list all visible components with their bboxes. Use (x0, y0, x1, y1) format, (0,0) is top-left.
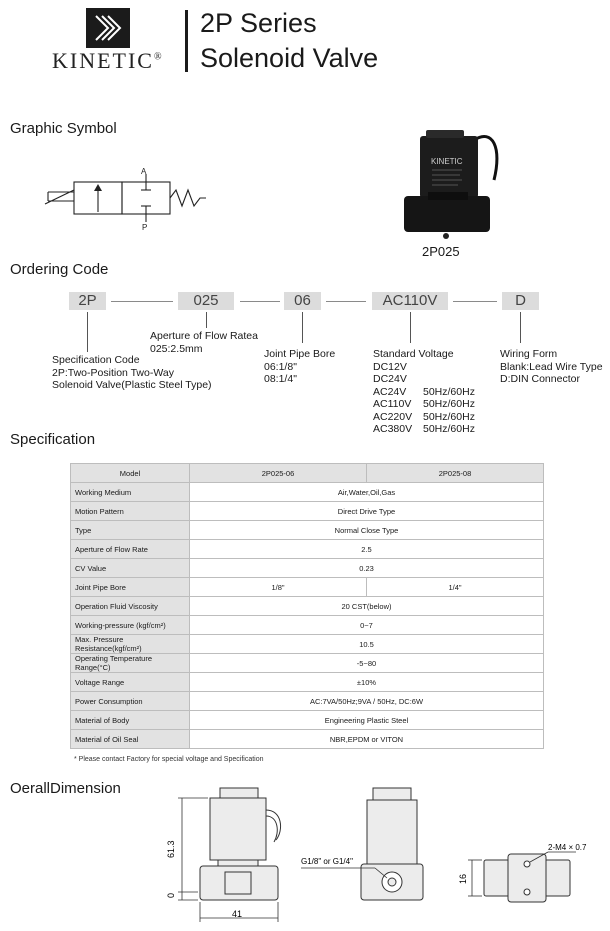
dim-holes-label: 2-M4 × 0.7 (548, 843, 587, 852)
table-row (71, 597, 544, 616)
row-label: Joint Pipe Bore (71, 578, 190, 597)
aperture-description: Aperture of Flow Ratea 025:2.5mm (150, 330, 258, 355)
page-title-line1: 2P Series (200, 8, 317, 38)
dim-height-label: 61.3 (166, 840, 176, 858)
dim-width-label: 41 (232, 909, 243, 919)
row-label: Voltage Range (71, 673, 190, 692)
code-separator (111, 301, 173, 302)
table-row (71, 483, 544, 502)
code-box-series: 2P (69, 292, 106, 310)
row-value: AC:7VA/50Hz;9VA / 50Hz, DC:6W (190, 692, 544, 711)
code-leader-line (302, 312, 303, 343)
row-label: Operation Fluid Viscosity (71, 597, 190, 616)
row-value: 20 CST(below) (190, 597, 544, 616)
row-label: Aperture of Flow Rate (71, 540, 190, 559)
table-row (71, 559, 544, 578)
product-model-label: 2P025 (422, 244, 460, 259)
port-p-label: P (142, 223, 148, 230)
specification-table (70, 463, 544, 749)
code-leader-line (520, 312, 521, 343)
row-value: -5~80 (190, 654, 544, 673)
section-overall-dimension: OerallDimension (10, 780, 121, 797)
table-footnote: * Please contact Factory for special voltage and Specification (74, 756, 264, 763)
kinetic-logo-mark (86, 8, 130, 48)
table-row (71, 540, 544, 559)
row-label: Material of Oil Seal (71, 730, 190, 749)
graphic-symbol-diagram (40, 168, 220, 230)
row-label: Working-pressure (kgf/cm²) (71, 616, 190, 635)
front-view-drawing (150, 780, 300, 926)
port-a-label: A (141, 168, 147, 176)
table-row (71, 521, 544, 540)
table-row (71, 616, 544, 635)
code-box-pipe-bore: 06 (284, 292, 321, 310)
table-row (71, 673, 544, 692)
row-label: CV Value (71, 559, 190, 578)
code-separator (453, 301, 497, 302)
bottom-view-drawing (450, 840, 610, 920)
row-label: Motion Pattern (71, 502, 190, 521)
code-leader-line (206, 312, 207, 328)
voltage-description: Standard Voltage DC12V DC24V AC24V 50Hz/60Hz AC110V 50Hz/60Hz AC220V 50Hz/60Hz AC380V 50Hz/60Hz (373, 348, 475, 435)
row-value: NBR,EPDM or VITON (190, 730, 544, 749)
row-label: Type (71, 521, 190, 540)
section-specification: Specification (10, 431, 96, 448)
table-row (71, 692, 544, 711)
code-box-wiring: D (502, 292, 539, 310)
wiring-description: Wiring Form Blank:Lead Wire Type D:DIN Connector (500, 348, 603, 385)
row-value: ±10% (190, 673, 544, 692)
row-value: 1/4" (366, 578, 543, 597)
spec-code-description: Specification Code 2P:Two-Position Two-Way Solenoid Valve(Plastic Steel Type) (52, 354, 212, 391)
row-label: Material of Body (71, 711, 190, 730)
row-label: Working Medium (71, 483, 190, 502)
solenoid-valve-image (398, 118, 508, 242)
table-row (71, 654, 544, 673)
dim-side-label: 16 (458, 873, 468, 884)
table-row (71, 635, 544, 654)
side-view-drawing (295, 780, 445, 926)
dim-thread-label: G1/8" or G1/4" (301, 857, 353, 866)
row-label: Operating Temperature Range(°C) (71, 654, 190, 673)
row-value: Engineering Plastic Steel (190, 711, 544, 730)
product-body-brand: KINETIC (431, 157, 463, 166)
table-row (71, 711, 544, 730)
row-value: 0~7 (190, 616, 544, 635)
row-label: Max. Pressure Resistance(kgf/cm²) (71, 635, 190, 654)
pipe-bore-description: Joint Pipe Bore 06:1/8" 08:1/4" (264, 348, 336, 385)
code-leader-line (410, 312, 411, 343)
brand-name: KINETIC® (52, 48, 162, 73)
code-box-voltage: AC110V (372, 292, 448, 310)
row-value: 0.23 (190, 559, 544, 578)
code-separator (240, 301, 280, 302)
row-value: Direct Drive Type (190, 502, 544, 521)
section-ordering-code: Ordering Code (10, 261, 109, 278)
row-value: 1/8" (190, 578, 367, 597)
code-leader-line (87, 312, 88, 352)
table-row (71, 730, 544, 749)
table-header-cell: 2P025-06 (190, 464, 367, 483)
page-title-line2: Solenoid Valve (200, 43, 379, 73)
row-value: Normal Close Type (190, 521, 544, 540)
table-header-cell: 2P025-08 (366, 464, 543, 483)
table-row (71, 578, 544, 597)
dim-base-label: 0 (166, 892, 176, 898)
code-box-aperture: 025 (178, 292, 234, 310)
table-row (71, 502, 544, 521)
row-value: Air,Water,Oil,Gas (190, 483, 544, 502)
table-header-row (71, 464, 544, 483)
table-header-cell: Model (71, 464, 190, 483)
header-divider (185, 10, 188, 72)
row-label: Power Consumption (71, 692, 190, 711)
row-value: 2.5 (190, 540, 544, 559)
row-value: 10.5 (190, 635, 544, 654)
code-separator (326, 301, 366, 302)
section-graphic-symbol: Graphic Symbol (10, 120, 117, 137)
